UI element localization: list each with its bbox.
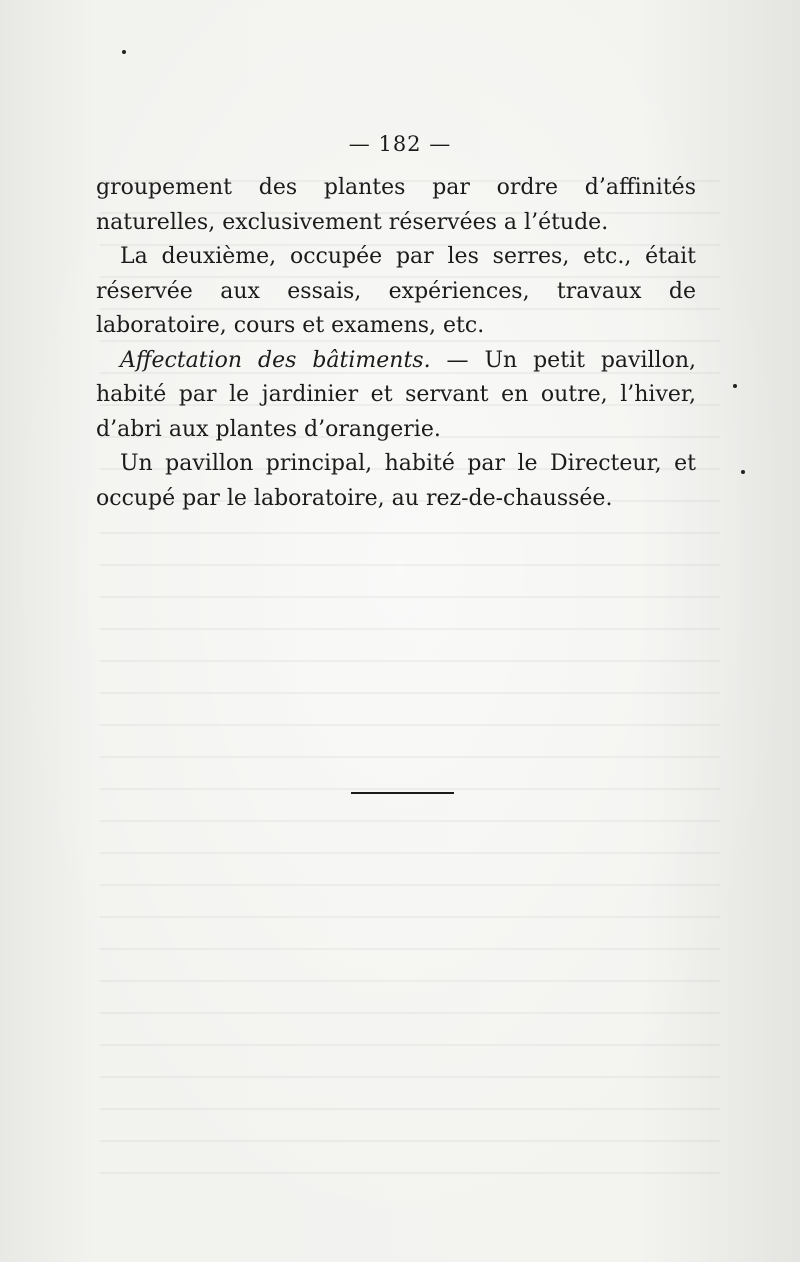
paragraph-continuation: groupement des plantes par ordre d’affinités naturelles, exclusivement réservées a l’étude. [96, 175, 696, 235]
print-speck [741, 470, 745, 474]
paragraph-affectation-heading: Affectation des bâtiments. [120, 347, 431, 373]
paragraph-affectation [96, 344, 696, 448]
paragraph-deuxieme: La deuxième, occupée par les serres, etc., était réservée aux essais, expériences, travaux de laboratoire, cours et examens, etc. [96, 244, 696, 338]
print-speck [122, 50, 126, 54]
print-speck [733, 384, 737, 388]
page-number: — 182 — [348, 132, 452, 156]
paragraph-pavillon-principal: Un pavillon principal, habité par le Directeur, et occupé par le laboratoire, au rez-de-chaussée. [96, 451, 696, 511]
paragraph-affectation-body: — Un petit pavillon, habité par le jardinier et servant en outre, l’hiver, d’abri aux plantes d’orangerie. [96, 347, 696, 442]
body-text [96, 171, 696, 516]
section-end-rule [351, 792, 454, 794]
